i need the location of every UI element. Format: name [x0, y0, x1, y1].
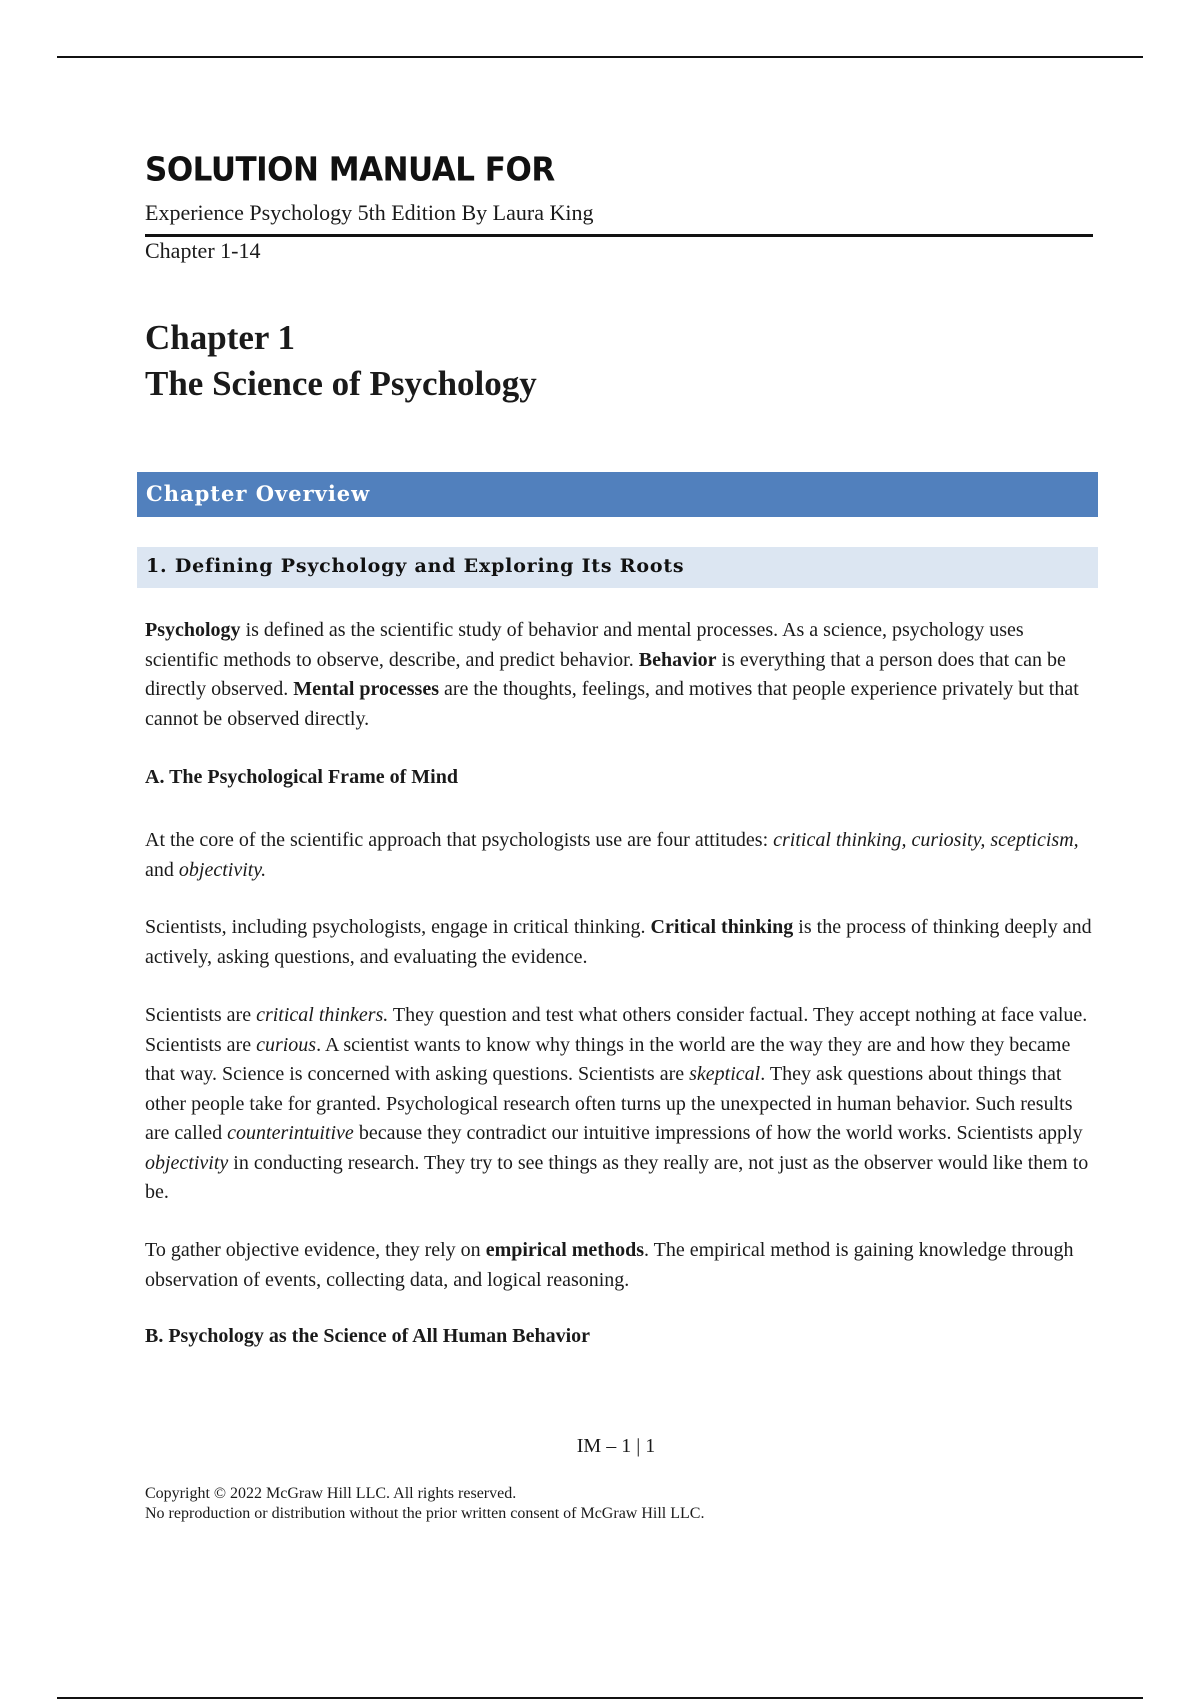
chapter-number: Chapter 1: [145, 318, 296, 357]
section-heading-1: 1. Defining Psychology and Exploring Its Roots: [137, 547, 1098, 588]
chapter-overview-banner: Chapter Overview: [137, 472, 1098, 517]
paragraph-four-attitudes: At the core of the scientific approach that psychologists use are four attitudes: critical thinking, curiosity, scepticism, and objectivity.: [145, 829, 1079, 881]
manual-title: SOLUTION MANUAL FOR: [145, 151, 555, 189]
book-subtitle: Experience Psychology 5th Edition By Laura King: [145, 200, 594, 225]
paragraph-critical-thinking: Scientists, including psychologists, engage in critical thinking. Critical thinking is the process of thinking deeply and actively, asking questions, and evaluating the evidence.: [145, 916, 1092, 968]
subheading-b: B. Psychology as the Science of All Human Behavior: [145, 1325, 590, 1347]
top-rule: [57, 56, 1143, 58]
bottom-rule: [57, 1697, 1143, 1699]
paragraph-empirical-methods: To gather objective evidence, they rely on empirical methods. The empirical method is gaining knowledge through observation of events, collecting data, and logical reasoning.: [145, 1239, 1074, 1291]
term-mental-processes: Mental processes: [293, 678, 439, 700]
subheading-a: A. The Psychological Frame of Mind: [145, 766, 458, 788]
term-psychology: Psychology: [145, 619, 241, 641]
chapter-title: The Science of Psychology: [145, 364, 537, 403]
term-critical-thinking: Critical thinking: [650, 916, 794, 938]
page-number: IM – 1 | 1: [576, 1435, 656, 1457]
chapter-range: Chapter 1-14: [145, 238, 261, 263]
term-empirical-methods: empirical methods: [485, 1239, 644, 1261]
paragraph-scientists-attitudes: Scientists are critical thinkers. They question and test what others consider factual. They accept nothing at face value. Scientists are curious. A scientist wants to know why things in the world are the way they are and how they became that way. Science is concerned with asking questions. Scientists are skeptical. They ask questions about things that other people take for granted. Psychological research often turns up the unexpected in human behavior. Such results are called counterintuitive because they contradict our intuitive impressions of how the world works. Scientists apply objectivity in conducting research. They try to see things as they really are, not just as the observer would like them to be.: [145, 1004, 1089, 1203]
title-rule: [145, 234, 1093, 237]
term-behavior: Behavior: [638, 648, 717, 671]
copyright-notice: Copyright © 2022 McGraw Hill LLC. All rights reserved. No reproduction or distribution without the prior written consent of McGraw Hill LLC.: [145, 1485, 705, 1522]
paragraph-psychology-definition: Psychology is defined as the scientific study of behavior and mental processes. As a science, psychology uses scientific methods to observe, describe, and predict behavior. Behavior is everything that a person does that can be directly observed. Mental processes are the thoughts, feelings, and motives that people experience privately but that cannot be observed directly.: [145, 619, 1079, 730]
